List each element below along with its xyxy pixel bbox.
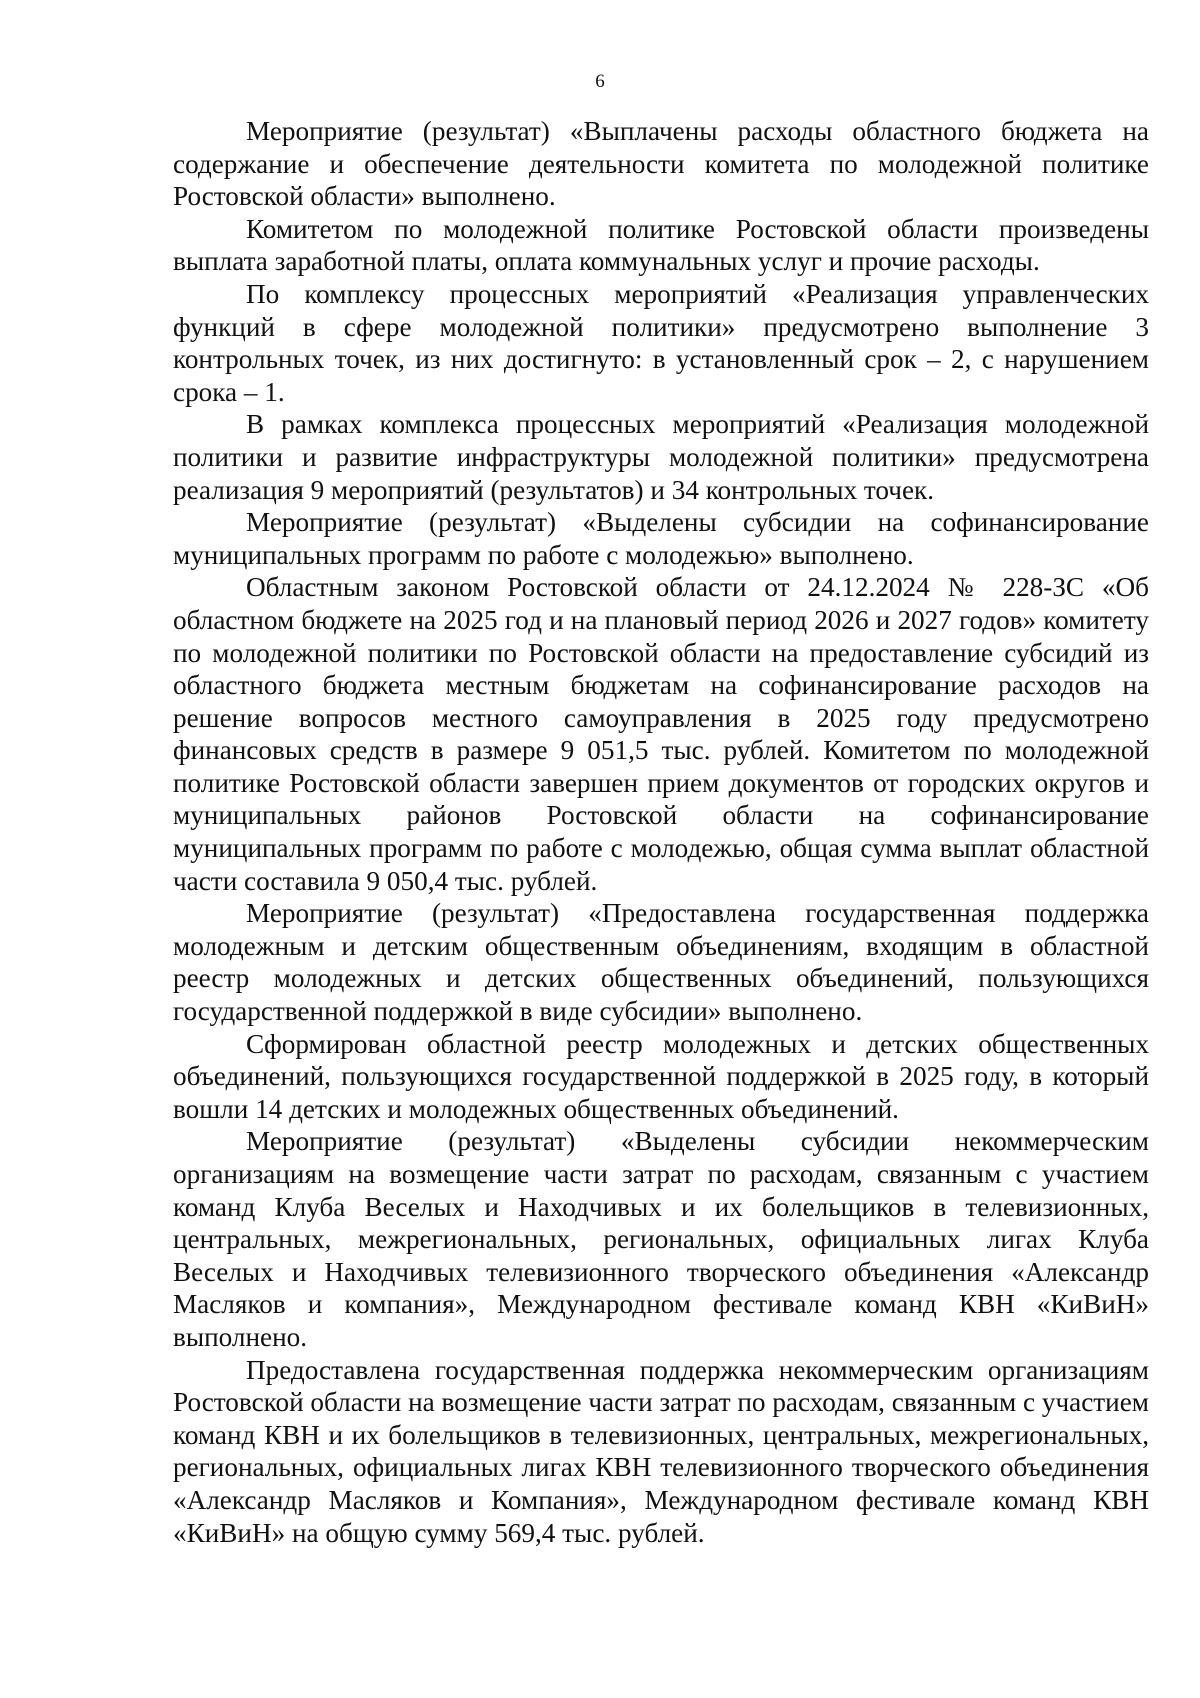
page-number: 6 [595,71,605,92]
paragraph: Комитетом по молодежной политике Ростовской области произведены выплата заработной платы, оплата коммунальных услуг и прочие расходы. [173,213,1149,277]
paragraph: Мероприятие (результат) «Предоставлена государственная поддержка молодежным и детским общественным объединениям, входящим в областной реестр молодежных и детских общественных объединений, пользующихся государственной поддержкой в виде субсидии» выполнено. [173,898,1149,1027]
paragraph: Мероприятие (результат) «Выделены субсидии некоммерческим организациям на возмещение части затрат по расходам, связанным с участием команд Клуба Веселых и Находчивых и их болельщиков в телевизионных, центральных, межрегиональных, региональных, официальных лигах Клуба Веселых и Находчивых телевизионного творческого объединения «Александр Масляков и компания», Международном фестивале команд КВН «КиВиН» выполнено. [173,1126,1149,1352]
paragraph: По комплексу процессных мероприятий «Реализация управленческих функций в сфере молодежной политики» предусмотрено выполнение 3 контрольных точек, из них достигнуто: в установленный срок – 2, с нарушением срока – 1. [173,278,1149,407]
paragraph: Предоставлена государственная поддержка некоммерческим организациям Ростовской области на возмещение части затрат по расходам, связанным с участием команд КВН и их болельщиков в телевизионных, центральных, межрегиональных, региональных, официальных лигах КВН телевизионного творческого объединения «Александр Масляков и Компания», Международном фестивале команд КВН «КиВиН» на общую сумму 569,4 тыс. рублей. [173,1354,1149,1548]
paragraph: Мероприятие (результат) «Выплачены расходы областного бюджета на содержание и обеспечение деятельности комитета по молодежной политике Ростовской области» выполнено. [173,116,1149,212]
document-body [173,115,1149,1549]
paragraph: Областным законом Ростовской области от 24.12.2024 № 228-ЗС «Об областном бюджете на 2025 год и на плановый период 2026 и 2027 годов» комитету по молодежной политики по Ростовской области на предоставление субсидий из областного бюджета местным бюджетам на софинансирование расходов на решение вопросов местного самоуправления в 2025 году предусмотрено финансовых средств в размере 9 051,5 тыс. рублей. Комитетом по молодежной политике Ростовской области завершен прием документов от городских округов и муниципальных районов Ростовской области на софинансирование муниципальных программ по работе с молодежью, общая сумма выплат областной части составила 9 050,4 тыс. рублей. [173,572,1149,896]
paragraph: Мероприятие (результат) «Выделены субсидии на софинансирование муниципальных программ по работе с молодежью» выполнено. [173,507,1149,570]
paragraph: Сформирован областной реестр молодежных и детских общественных объединений, пользующихся государственной поддержкой в 2025 году, в который вошли 14 детских и молодежных общественных объединений. [173,1028,1149,1124]
paragraph: В рамках комплекса процессных мероприятий «Реализация молодежной политики и развитие инфраструктуры молодежной политики» предусмотрена реализация 9 мероприятий (результатов) и 34 контрольных точек. [173,409,1149,505]
